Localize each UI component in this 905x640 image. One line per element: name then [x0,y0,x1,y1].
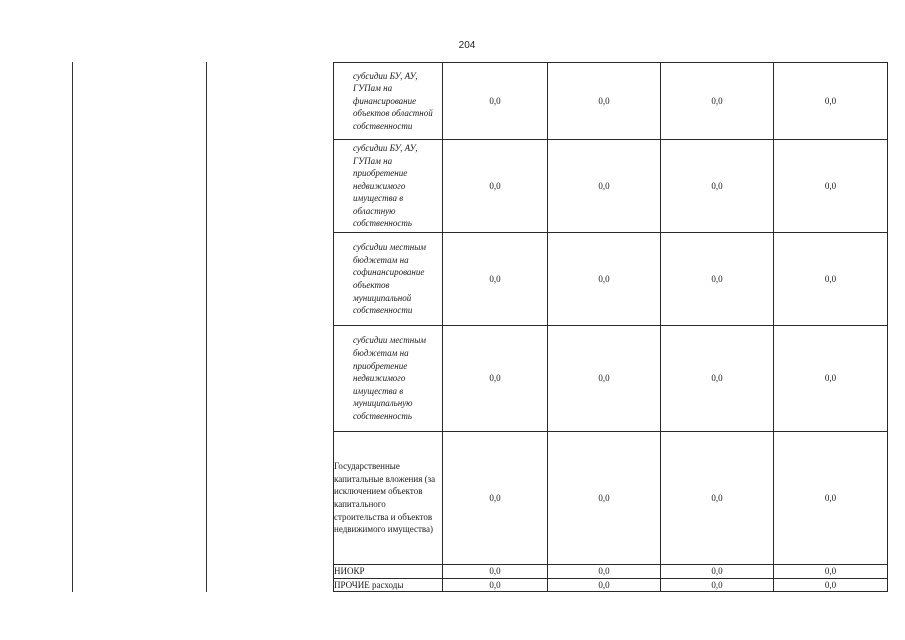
column-divider-1 [72,62,73,592]
row-label: субсидии местным бюджетам на софинансирование объектов муниципальной собственности [334,233,443,326]
value-cell: 0,0 [443,140,548,233]
value-cell: 0,0 [661,578,774,592]
value-cell: 0,0 [548,326,661,432]
value-cell: 0,0 [548,233,661,326]
value-cell: 0,0 [661,432,774,565]
value-cell: 0,0 [661,63,774,140]
value-cell: 0,0 [548,432,661,565]
value-cell: 0,0 [774,565,888,579]
table-row [334,233,888,326]
value-cell: 0,0 [443,432,548,565]
value-cell: 0,0 [548,565,661,579]
table-row [334,432,888,565]
value-cell: 0,0 [443,565,548,579]
value-cell: 0,0 [774,432,888,565]
row-label: субсидии БУ, АУ, ГУПам на приобретение недвижимого имущества в областную собственность [334,140,443,233]
value-cell: 0,0 [661,140,774,233]
row-label: субсидии БУ, АУ, ГУПам на финансирование объектов областной собственности [334,63,443,140]
row-label: ПРОЧИЕ расходы [334,578,443,592]
value-cell: 0,0 [774,326,888,432]
budget-table [333,62,888,592]
row-label: субсидии местным бюджетам на приобретение недвижимого имущества в муниципальную собственность [334,326,443,432]
value-cell: 0,0 [774,140,888,233]
page-number: 204 [458,40,476,51]
value-cell: 0,0 [661,565,774,579]
value-cell: 0,0 [774,63,888,140]
table-row [334,63,888,140]
value-cell: 0,0 [443,578,548,592]
value-cell: 0,0 [548,578,661,592]
value-cell: 0,0 [774,233,888,326]
value-cell: 0,0 [443,326,548,432]
value-cell: 0,0 [661,233,774,326]
value-cell: 0,0 [548,63,661,140]
row-label: НИОКР [334,565,443,579]
table-row [334,565,888,579]
column-divider-2 [206,62,207,592]
value-cell: 0,0 [548,140,661,233]
table-row [334,326,888,432]
value-cell: 0,0 [443,63,548,140]
table-row [334,578,888,592]
value-cell: 0,0 [774,578,888,592]
value-cell: 0,0 [443,233,548,326]
value-cell: 0,0 [661,326,774,432]
row-label: Государственные капитальные вложения (за исключением объектов капитального строительства и объектов недвижимого имущества) [334,432,443,565]
table-row [334,140,888,233]
